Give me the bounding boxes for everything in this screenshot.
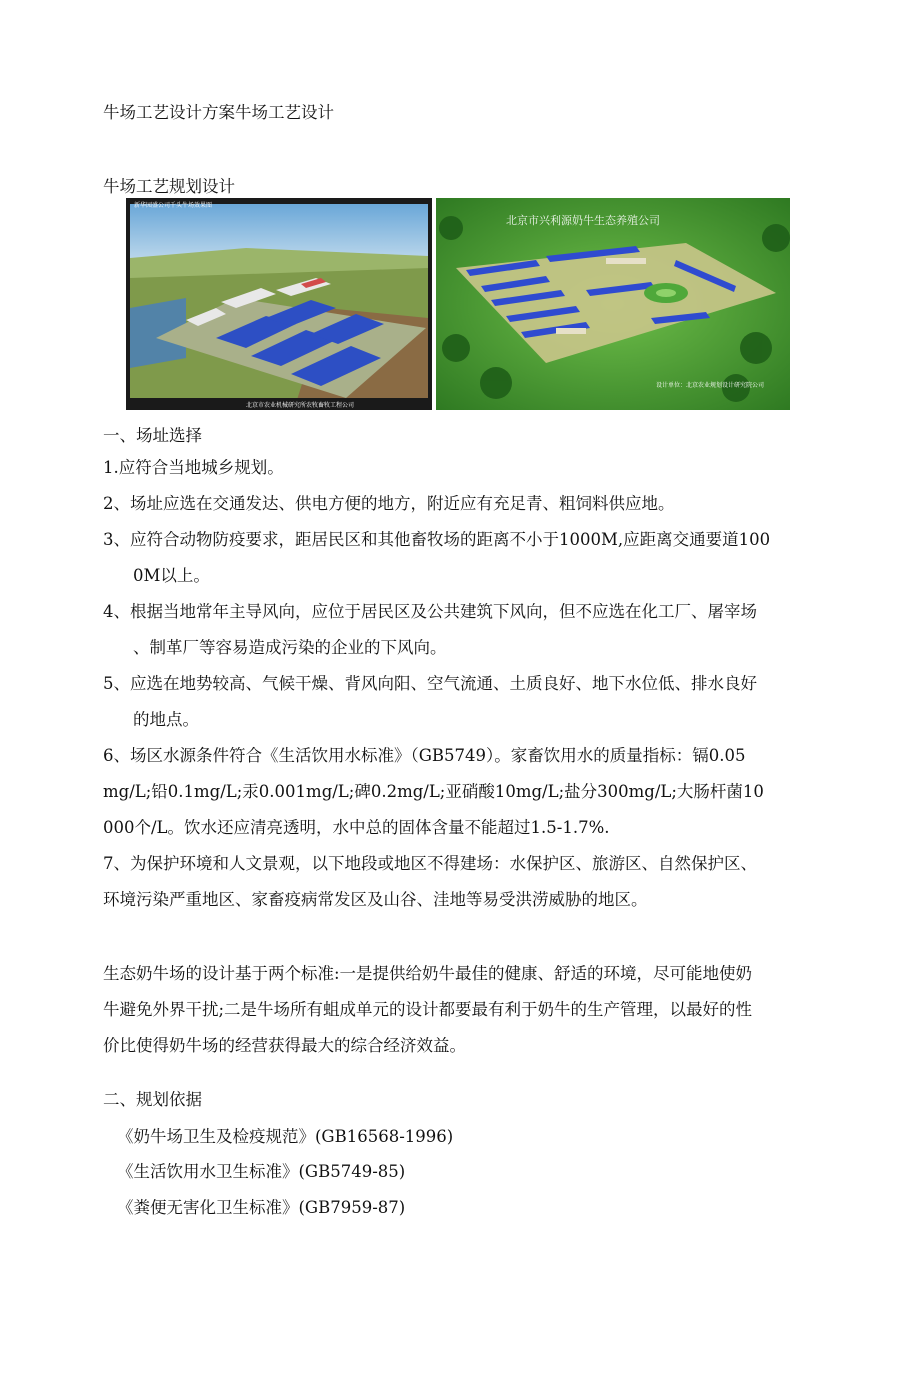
list-item: 7、为保护环境和人文景观，以下地段或地区不得建场：水保护区、旅游区、自然保护区、 [103, 854, 757, 873]
list-item: 1.应符合当地城乡规划。 [103, 458, 284, 477]
image-2-caption-bottom: 设计单位：北京农业规划设计研究院公司 [656, 382, 765, 389]
image-2-caption-top: 北京市兴利源奶牛生态养殖公司 [506, 214, 660, 227]
list-item: 2、场址应选在交通发达、供电方便的地方，附近应有充足青、粗饲料供应地。 [103, 494, 675, 513]
reference-item: 《生活饮用水卫生标准》(GB5749-85) [117, 1162, 406, 1181]
intro-paragraph [103, 956, 815, 1064]
list-item: 6、场区水源条件符合《生活饮用水标准》（GB5749）。家畜饮用水的质量指标：镉0.05 [103, 746, 746, 765]
reference-item: 《奶牛场卫生及检疫规范》(GB16568-1996) [117, 1127, 454, 1146]
farm-aerial-illustration-1 [126, 198, 432, 410]
image-1-caption-top: 新华园盛公司千头牛场效果图 [134, 202, 213, 209]
paragraph-line: 价比使得奶牛场的经营获得最大的综合经济效益。 [103, 1036, 466, 1055]
list-item-line: 环境污染严重地区、家畜疫病常发区及山谷、洼地等易受洪涝威胁的地区。 [103, 890, 648, 909]
list-item-continuation: 、制革厂等容易造成污染的企业的下风向。 [133, 638, 447, 657]
farm-aerial-illustration-2 [436, 198, 790, 410]
list-item-continuation: 0M以上。 [133, 566, 210, 585]
section-1-heading: 一、场址选择 [103, 426, 202, 445]
section-2-heading: 二、规划依据 [103, 1090, 202, 1109]
farm-rendering-image-2 [436, 198, 790, 410]
paragraph-line: 生态奶牛场的设计基于两个标准:一是提供给奶牛最佳的健康、舒适的环境，尽可能地使奶 [103, 964, 753, 983]
document-title: 牛场工艺设计方案牛场工艺设计 [103, 103, 334, 122]
list-item-line: 000个/L。饮水还应清亮透明，水中总的固体含量不能超过1.5-1.7%. [103, 818, 610, 837]
list-item: 3、应符合动物防疫要求，距居民区和其他畜牧场的距离不小于1000M,应距离交通要道100 [103, 530, 771, 549]
list-item-continuation: 的地点。 [133, 710, 199, 729]
list-item: 5、应选在地势较高、气候干燥、背风向阳、空气流通、土质良好、地下水位低、排水良好 [103, 674, 757, 693]
document-subtitle: 牛场工艺规划设计 [103, 177, 235, 196]
list-item-line: mg/L;铅0.1mg/L;汞0.001mg/L;碑0.2mg/L;亚硝酸10mg/L;盐分300mg/L;大肠杆菌10 [103, 782, 764, 801]
paragraph-line: 牛避免外界干扰;二是牛场所有蛆成单元的设计都要最有利于奶牛的生产管理，以最好的性 [103, 1000, 753, 1019]
farm-rendering-image-1 [126, 198, 432, 410]
section-1-list [103, 450, 815, 918]
list-item: 4、根据当地常年主导风向，应位于居民区及公共建筑下风向，但不应选在化工厂、屠宰场 [103, 602, 757, 621]
farm-rendering-figure [126, 198, 790, 410]
reference-item: 《粪便无害化卫生标准》(GB7959-87) [117, 1198, 406, 1217]
image-1-caption-bottom: 北京市农业机械研究所农牧畜牧工程公司 [246, 402, 355, 409]
